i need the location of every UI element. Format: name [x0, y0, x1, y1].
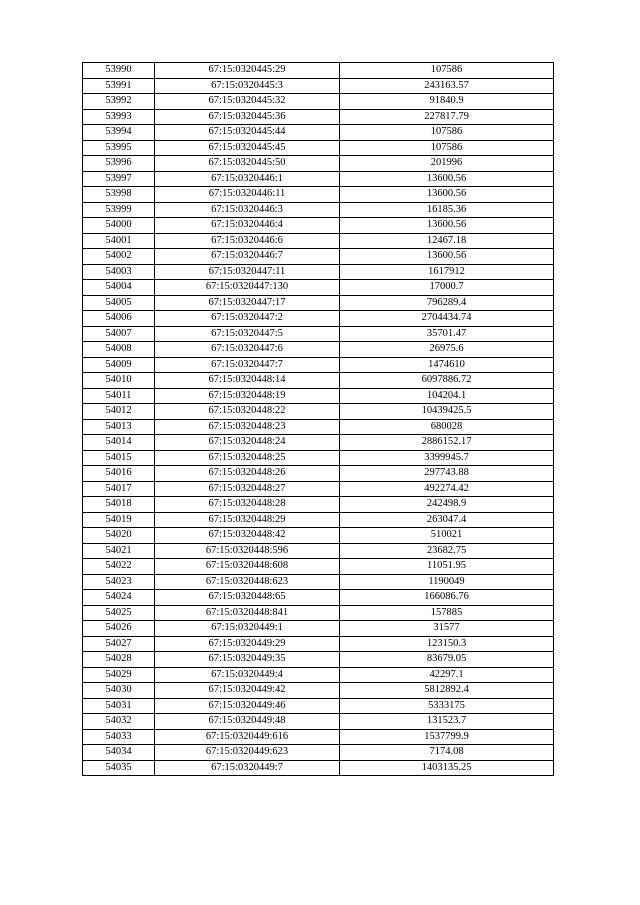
value-cell: 796289.4	[340, 295, 554, 311]
table-row	[83, 667, 554, 683]
value-cell: 12467.18	[340, 233, 554, 249]
row-number-cell: 54012	[83, 404, 155, 420]
row-number-cell: 54008	[83, 342, 155, 358]
value-cell: 17000.7	[340, 280, 554, 296]
table-row	[83, 388, 554, 404]
value-cell: 242498.9	[340, 497, 554, 513]
row-number-cell: 54010	[83, 373, 155, 389]
value-cell: 1474610	[340, 357, 554, 373]
row-number-cell: 54030	[83, 683, 155, 699]
value-cell: 2704434.74	[340, 311, 554, 327]
row-number-cell: 54025	[83, 605, 155, 621]
row-number-cell: 54027	[83, 636, 155, 652]
table-row	[83, 156, 554, 172]
value-cell: 201996	[340, 156, 554, 172]
row-number-cell: 53990	[83, 63, 155, 79]
cadastral-number-cell: 67:15:0320447:11	[155, 264, 340, 280]
row-number-cell: 53995	[83, 140, 155, 156]
cadastral-number-cell: 67:15:0320449:35	[155, 652, 340, 668]
value-cell: 42297.1	[340, 667, 554, 683]
cadastral-number-cell: 67:15:0320449:623	[155, 745, 340, 761]
value-cell: 83679.05	[340, 652, 554, 668]
cadastral-number-cell: 67:15:0320445:44	[155, 125, 340, 141]
table-row	[83, 326, 554, 342]
row-number-cell: 54007	[83, 326, 155, 342]
table-row	[83, 760, 554, 776]
table-row	[83, 729, 554, 745]
value-cell: 157885	[340, 605, 554, 621]
value-cell: 3399945.7	[340, 450, 554, 466]
table-row	[83, 280, 554, 296]
row-number-cell: 53999	[83, 202, 155, 218]
row-number-cell: 53994	[83, 125, 155, 141]
cadastral-number-cell: 67:15:0320448:608	[155, 559, 340, 575]
value-cell: 5812892.4	[340, 683, 554, 699]
table-row	[83, 714, 554, 730]
row-number-cell: 54015	[83, 450, 155, 466]
row-number-cell: 54018	[83, 497, 155, 513]
cadastral-number-cell: 67:15:0320445:50	[155, 156, 340, 172]
row-number-cell: 53998	[83, 187, 155, 203]
row-number-cell: 54000	[83, 218, 155, 234]
table-row	[83, 450, 554, 466]
value-cell: 107586	[340, 140, 554, 156]
value-cell: 2886152.17	[340, 435, 554, 451]
value-cell: 104204.1	[340, 388, 554, 404]
cadastral-number-cell: 67:15:0320445:36	[155, 109, 340, 125]
value-cell: 131523.7	[340, 714, 554, 730]
table-row	[83, 125, 554, 141]
cadastral-number-cell: 67:15:0320448:28	[155, 497, 340, 513]
value-cell: 123150.3	[340, 636, 554, 652]
value-cell: 1537799.9	[340, 729, 554, 745]
row-number-cell: 54019	[83, 512, 155, 528]
table-row	[83, 373, 554, 389]
value-cell: 5333175	[340, 698, 554, 714]
cadastral-number-cell: 67:15:0320449:4	[155, 667, 340, 683]
row-number-cell: 54013	[83, 419, 155, 435]
cadastral-number-cell: 67:15:0320446:4	[155, 218, 340, 234]
row-number-cell: 53997	[83, 171, 155, 187]
value-cell: 1403135.25	[340, 760, 554, 776]
cadastral-number-cell: 67:15:0320448:27	[155, 481, 340, 497]
row-number-cell: 54021	[83, 543, 155, 559]
table-row	[83, 605, 554, 621]
row-number-cell: 53992	[83, 94, 155, 110]
cadastral-number-cell: 67:15:0320447:130	[155, 280, 340, 296]
value-cell: 10439425.5	[340, 404, 554, 420]
cadastral-value-table	[82, 62, 554, 776]
cadastral-number-cell: 67:15:0320449:1	[155, 621, 340, 637]
cadastral-number-cell: 67:15:0320448:24	[155, 435, 340, 451]
cadastral-number-cell: 67:15:0320446:6	[155, 233, 340, 249]
table-row	[83, 171, 554, 187]
value-cell: 107586	[340, 125, 554, 141]
cadastral-number-cell: 67:15:0320447:7	[155, 357, 340, 373]
cadastral-number-cell: 67:15:0320448:26	[155, 466, 340, 482]
row-number-cell: 54028	[83, 652, 155, 668]
row-number-cell: 54003	[83, 264, 155, 280]
value-cell: 23682.75	[340, 543, 554, 559]
cadastral-number-cell: 67:15:0320448:596	[155, 543, 340, 559]
value-cell: 510021	[340, 528, 554, 544]
table-row	[83, 745, 554, 761]
value-cell: 13600.56	[340, 249, 554, 265]
value-cell: 1617912	[340, 264, 554, 280]
row-number-cell: 54016	[83, 466, 155, 482]
cadastral-number-cell: 67:15:0320448:42	[155, 528, 340, 544]
table-row	[83, 78, 554, 94]
cadastral-number-cell: 67:15:0320448:14	[155, 373, 340, 389]
table-row	[83, 636, 554, 652]
cadastral-number-cell: 67:15:0320446:7	[155, 249, 340, 265]
row-number-cell: 54022	[83, 559, 155, 575]
table-row	[83, 63, 554, 79]
cadastral-number-cell: 67:15:0320448:22	[155, 404, 340, 420]
cadastral-number-cell: 67:15:0320445:3	[155, 78, 340, 94]
row-number-cell: 54026	[83, 621, 155, 637]
value-cell: 166086.76	[340, 590, 554, 606]
row-number-cell: 54020	[83, 528, 155, 544]
table-row	[83, 295, 554, 311]
value-cell: 31577	[340, 621, 554, 637]
table-row	[83, 233, 554, 249]
row-number-cell: 54033	[83, 729, 155, 745]
table-row	[83, 528, 554, 544]
cadastral-number-cell: 67:15:0320449:42	[155, 683, 340, 699]
cadastral-number-cell: 67:15:0320448:623	[155, 574, 340, 590]
row-number-cell: 54031	[83, 698, 155, 714]
table-row	[83, 218, 554, 234]
cadastral-number-cell: 67:15:0320446:3	[155, 202, 340, 218]
table-row	[83, 621, 554, 637]
row-number-cell: 53993	[83, 109, 155, 125]
row-number-cell: 54032	[83, 714, 155, 730]
value-cell: 107586	[340, 63, 554, 79]
table-row	[83, 466, 554, 482]
row-number-cell: 54004	[83, 280, 155, 296]
value-cell: 263047.4	[340, 512, 554, 528]
value-cell: 13600.56	[340, 187, 554, 203]
table-row	[83, 404, 554, 420]
table-row	[83, 559, 554, 575]
cadastral-number-cell: 67:15:0320446:1	[155, 171, 340, 187]
row-number-cell: 54035	[83, 760, 155, 776]
row-number-cell: 54005	[83, 295, 155, 311]
row-number-cell: 54014	[83, 435, 155, 451]
row-number-cell: 54017	[83, 481, 155, 497]
value-cell: 13600.56	[340, 218, 554, 234]
cadastral-number-cell: 67:15:0320447:6	[155, 342, 340, 358]
value-cell: 11051.95	[340, 559, 554, 575]
cadastral-number-cell: 67:15:0320448:841	[155, 605, 340, 621]
cadastral-number-cell: 67:15:0320447:17	[155, 295, 340, 311]
value-cell: 680028	[340, 419, 554, 435]
table-row	[83, 249, 554, 265]
value-cell: 297743.88	[340, 466, 554, 482]
row-number-cell: 53991	[83, 78, 155, 94]
cadastral-number-cell: 67:15:0320449:46	[155, 698, 340, 714]
table-row	[83, 435, 554, 451]
value-cell: 16185.36	[340, 202, 554, 218]
row-number-cell: 54034	[83, 745, 155, 761]
row-number-cell: 54006	[83, 311, 155, 327]
table-row	[83, 481, 554, 497]
cadastral-number-cell: 67:15:0320449:616	[155, 729, 340, 745]
row-number-cell: 54024	[83, 590, 155, 606]
cadastral-number-cell: 67:15:0320448:65	[155, 590, 340, 606]
row-number-cell: 54002	[83, 249, 155, 265]
row-number-cell: 53996	[83, 156, 155, 172]
value-cell: 91840.9	[340, 94, 554, 110]
value-cell: 227817.79	[340, 109, 554, 125]
table-row	[83, 94, 554, 110]
cadastral-number-cell: 67:15:0320445:29	[155, 63, 340, 79]
value-cell: 26975.6	[340, 342, 554, 358]
table-row	[83, 574, 554, 590]
row-number-cell: 54029	[83, 667, 155, 683]
value-cell: 243163.57	[340, 78, 554, 94]
table-row	[83, 590, 554, 606]
table-row	[83, 187, 554, 203]
cadastral-number-cell: 67:15:0320447:2	[155, 311, 340, 327]
cadastral-number-cell: 67:15:0320449:7	[155, 760, 340, 776]
value-cell: 6097886.72	[340, 373, 554, 389]
cadastral-number-cell: 67:15:0320448:19	[155, 388, 340, 404]
row-number-cell: 54023	[83, 574, 155, 590]
table-row	[83, 140, 554, 156]
cadastral-number-cell: 67:15:0320445:45	[155, 140, 340, 156]
cadastral-number-cell: 67:15:0320448:29	[155, 512, 340, 528]
cadastral-number-cell: 67:15:0320448:23	[155, 419, 340, 435]
value-cell: 1190049	[340, 574, 554, 590]
cadastral-number-cell: 67:15:0320449:48	[155, 714, 340, 730]
table-row	[83, 419, 554, 435]
table-row	[83, 264, 554, 280]
value-cell: 35701.47	[340, 326, 554, 342]
table-row	[83, 543, 554, 559]
table-row	[83, 497, 554, 513]
table-row	[83, 202, 554, 218]
cadastral-number-cell: 67:15:0320449:29	[155, 636, 340, 652]
table-row	[83, 512, 554, 528]
table-row	[83, 698, 554, 714]
value-cell: 13600.56	[340, 171, 554, 187]
table-row	[83, 342, 554, 358]
cadastral-number-cell: 67:15:0320447:5	[155, 326, 340, 342]
row-number-cell: 54001	[83, 233, 155, 249]
value-cell: 492274.42	[340, 481, 554, 497]
row-number-cell: 54009	[83, 357, 155, 373]
table-body	[83, 63, 554, 776]
table-row	[83, 652, 554, 668]
value-cell: 7174.08	[340, 745, 554, 761]
table-row	[83, 109, 554, 125]
cadastral-number-cell: 67:15:0320445:32	[155, 94, 340, 110]
table-row	[83, 311, 554, 327]
cadastral-number-cell: 67:15:0320446:11	[155, 187, 340, 203]
row-number-cell: 54011	[83, 388, 155, 404]
table-row	[83, 357, 554, 373]
table-row	[83, 683, 554, 699]
cadastral-number-cell: 67:15:0320448:25	[155, 450, 340, 466]
